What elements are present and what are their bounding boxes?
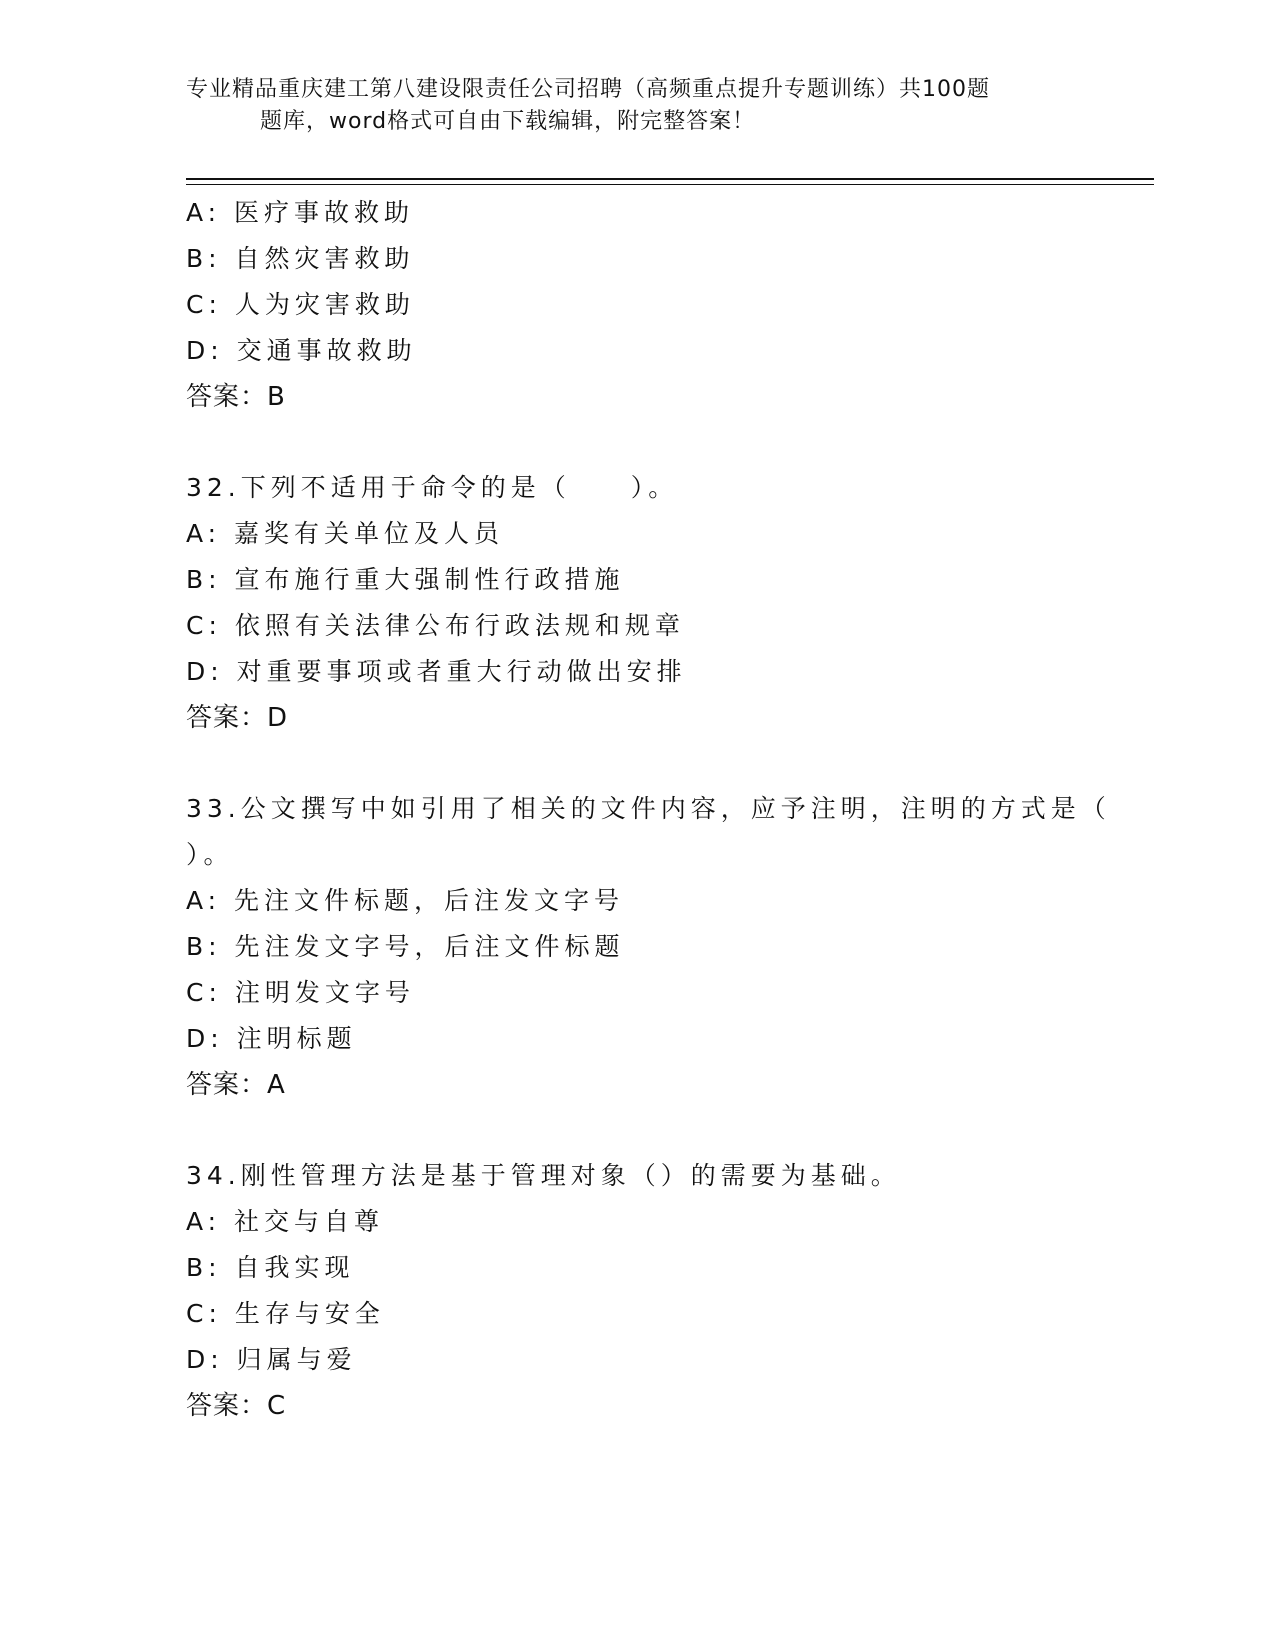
spacer	[186, 741, 1086, 786]
answer: 答案：A	[186, 1070, 286, 1100]
question-32	[186, 465, 1086, 741]
question-list	[186, 190, 1111, 1429]
option-a: A: 嘉奖有关单位及人员	[186, 519, 505, 548]
option-d: D: 注明标题	[186, 1024, 357, 1053]
document-header	[186, 74, 1086, 138]
option-b: B: 宣布施行重大强制性行政措施	[186, 565, 625, 594]
option-c: C: 人为灾害救助	[186, 290, 415, 319]
spacer	[186, 1108, 1086, 1153]
option-c: C: 生存与安全	[186, 1299, 385, 1328]
answer: 答案：C	[186, 1391, 287, 1421]
answer: 答案：B	[186, 382, 286, 412]
header-divider-thick	[186, 178, 1154, 180]
header-divider-thin	[186, 184, 1154, 185]
option-c: C: 注明发文字号	[186, 978, 415, 1007]
header-title-line-1: 专业精品重庆建工第八建设限责任公司招聘（高频重点提升专题训练）共100题	[186, 77, 990, 102]
header-title-line-2: 题库，word格式可自由下载编辑，附完整答案！	[260, 109, 756, 134]
option-d: D: 交通事故救助	[186, 336, 417, 365]
option-b: B: 先注发文字号，后注文件标题	[186, 932, 625, 961]
option-b: B: 自我实现	[186, 1253, 355, 1282]
question-stem: 32.下列不适用于命令的是（ ）。	[186, 473, 679, 502]
answer: 答案：D	[186, 703, 289, 733]
question-stem-line-1: 33.公文撰写中如引用了相关的文件内容，应予注明，注明的方式是（	[186, 794, 1111, 823]
spacer	[186, 420, 1086, 465]
option-a: A: 先注文件标题，后注发文字号	[186, 886, 625, 915]
question-34	[186, 1153, 1086, 1429]
option-d: D: 归属与爱	[186, 1345, 357, 1374]
option-a: A: 社交与自尊	[186, 1207, 385, 1236]
option-b: B: 自然灾害救助	[186, 244, 415, 273]
option-a: A: 医疗事故救助	[186, 198, 415, 227]
question-stem: 34.刚性管理方法是基于管理对象（）的需要为基础。	[186, 1161, 901, 1190]
question-stem-line-2: ）。	[186, 840, 234, 869]
question-33	[186, 786, 1111, 1108]
question-31	[186, 190, 1086, 420]
option-c: C: 依照有关法律公布行政法规和规章	[186, 611, 685, 640]
option-d: D: 对重要事项或者重大行动做出安排	[186, 657, 687, 686]
